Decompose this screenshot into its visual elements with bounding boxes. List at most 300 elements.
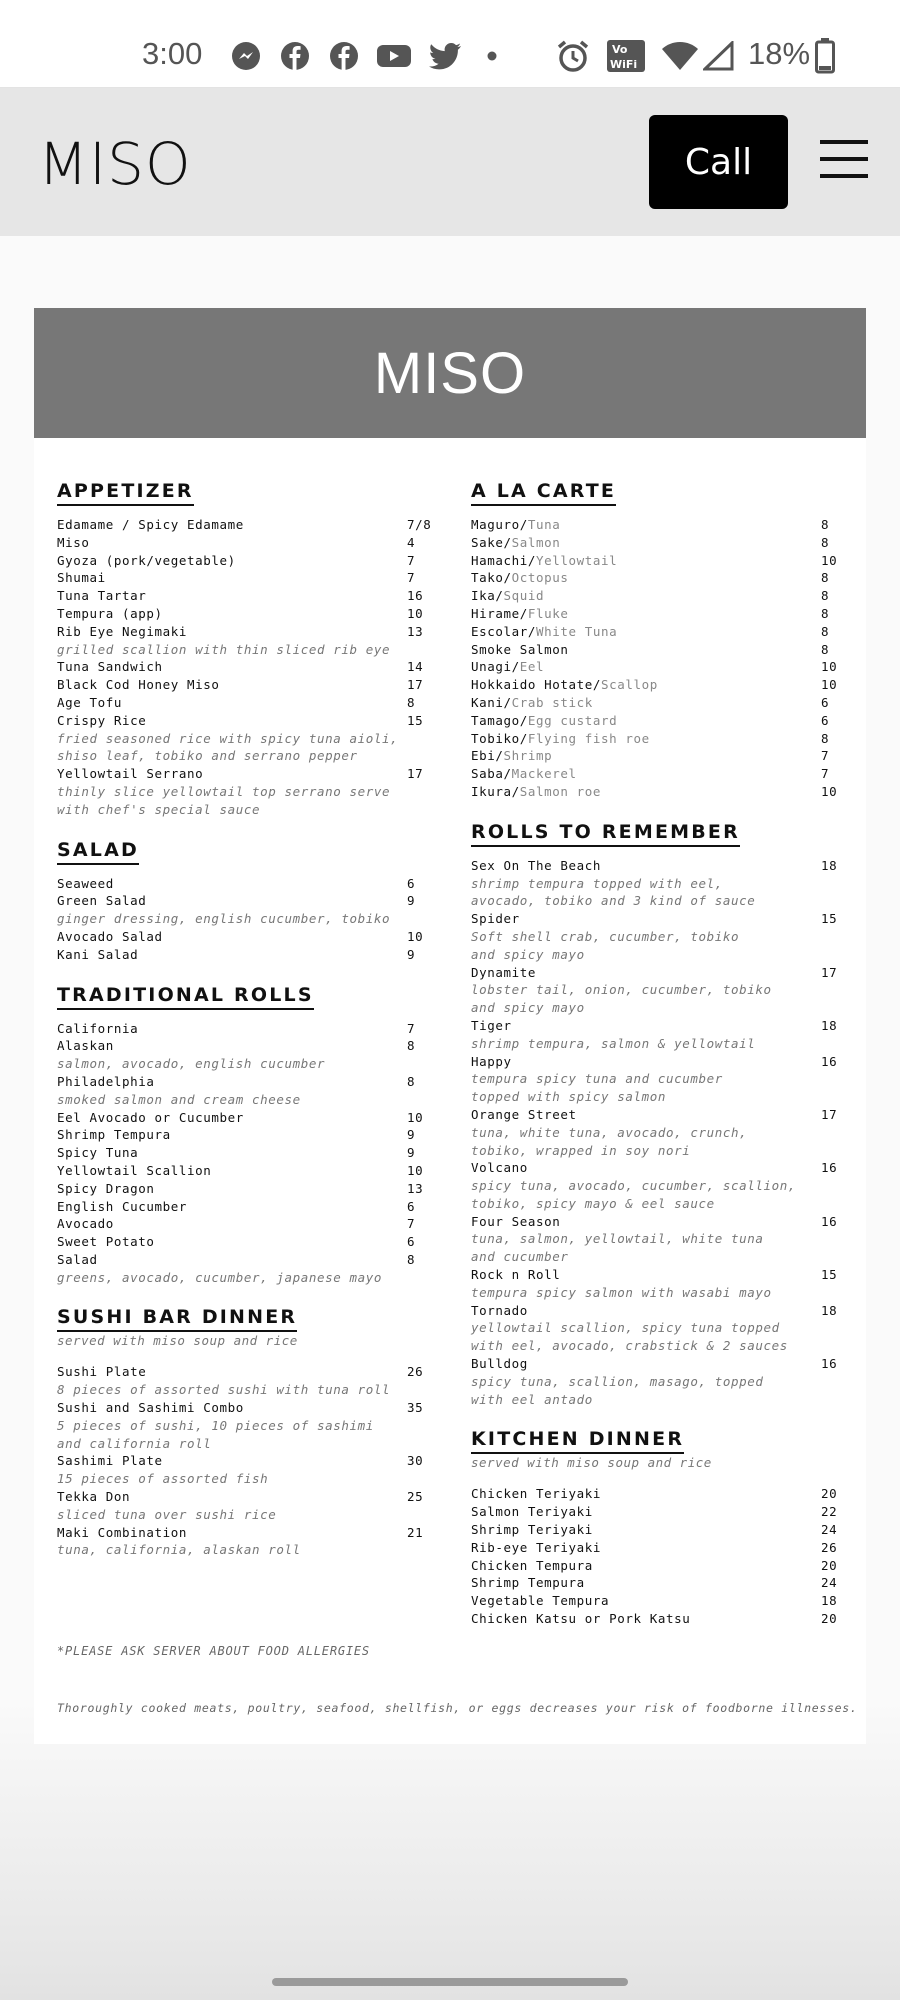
menu-item-price: 17: [821, 964, 838, 980]
menu-item-description: shrimp tempura topped with eel,: [471, 875, 723, 891]
menu-item: [57, 1453, 429, 1471]
menu-item-name: [471, 1540, 601, 1555]
menu-item-name: [471, 748, 552, 763]
menu-item: [471, 1018, 843, 1036]
menu-item-description: 15 pieces of assorted fish: [57, 1471, 269, 1487]
item-name-text: Sashimi Plate: [57, 1453, 163, 1469]
menu-item-price: 8: [407, 1073, 416, 1089]
section-subtitle: served with miso soup and rice: [57, 1333, 298, 1349]
menu-item-name: [471, 731, 650, 746]
menu-item: [471, 1611, 843, 1629]
menu-item-price: 6: [407, 1198, 416, 1214]
section-title: A LA CARTE: [471, 480, 616, 506]
menu-item-description: shrimp tempura, salmon & yellowtail: [471, 1035, 756, 1051]
menu-item-price: 7: [821, 766, 830, 782]
item-name-translation: Fluke: [527, 605, 569, 621]
signal-icon: [703, 41, 735, 71]
menu-item-price: 9: [407, 1127, 416, 1143]
menu-item-name: [471, 1575, 585, 1590]
menu-item-description: with eel antado: [471, 1391, 593, 1407]
menu-item-description: smoked salmon and cream cheese: [57, 1091, 301, 1107]
item-name-text: Ika/: [471, 588, 504, 604]
menu-item-price: 9: [407, 1145, 416, 1161]
item-name-text: Tuna Sandwich: [57, 659, 163, 675]
menu-item: [57, 1525, 429, 1543]
menu-item: [57, 893, 429, 911]
menu-item-price: 10: [407, 1109, 424, 1125]
section-title: SUSHI BAR DINNER: [57, 1306, 297, 1332]
item-name-text: Miso: [57, 534, 90, 550]
item-name-text: Avocado Salad: [57, 928, 163, 944]
menu-item-name: [57, 1145, 138, 1160]
menu-item-description: tuna, white tuna, avocado, crunch,: [471, 1124, 748, 1140]
menu-item-name: [57, 1110, 244, 1125]
menu-item: [471, 588, 843, 606]
item-name-text: Spider: [471, 911, 520, 927]
battery-percent: 18%: [748, 36, 811, 71]
item-name-text: Sex On The Beach: [471, 857, 602, 873]
menu-item-name: [471, 1522, 593, 1537]
menu-item-name: [57, 1163, 211, 1178]
item-name-translation: Mackerel: [511, 766, 577, 782]
menu-item-price: 10: [407, 1162, 424, 1178]
menu-item: [57, 677, 429, 695]
item-name-text: Sake/: [471, 534, 512, 550]
menu-item-description: spicy tuna, scallion, masago, topped: [471, 1373, 764, 1389]
menu-item: [57, 929, 429, 947]
menu-item-price: 18: [821, 1302, 838, 1318]
item-name-text: Tako/: [471, 570, 512, 586]
menu-item-price: 7/8: [407, 517, 432, 532]
menu-item-name: [471, 1486, 601, 1501]
item-name-text: Alaskan: [57, 1038, 114, 1054]
menu-item: [471, 570, 843, 588]
menu-item-name: [57, 1074, 155, 1089]
svg-text:WiFi: WiFi: [610, 58, 638, 71]
vowifi-icon: [607, 40, 645, 72]
menu-item-price: 16: [407, 588, 424, 604]
item-name-text: Kani Salad: [57, 946, 139, 962]
menu-item: [471, 1054, 843, 1072]
menu-item: [471, 553, 843, 571]
section-salad: [57, 839, 429, 965]
menu-item-price: 10: [821, 659, 838, 675]
menu-item-name: [57, 517, 244, 532]
menu-item-name: [57, 1021, 138, 1036]
menu-item-name: [57, 1453, 163, 1468]
menu-item-price: 8: [821, 730, 830, 746]
menu-item-price: 17: [407, 677, 424, 693]
item-name-translation: White Tuna: [536, 623, 618, 639]
menu-item-price: 25: [407, 1489, 424, 1505]
menu-item: [57, 1074, 429, 1092]
menu-item-price: 15: [407, 712, 424, 728]
menu-item-price: 20: [821, 1557, 838, 1573]
menu-item: [57, 1021, 429, 1039]
menu-item: [471, 677, 843, 695]
dot-icon: [486, 41, 498, 71]
menu-item-description: spicy tuna, avocado, cucumber, scallion,: [471, 1178, 797, 1194]
menu-item-name: [57, 1525, 187, 1540]
menu-item: [471, 748, 843, 766]
menu-item-name: [57, 1489, 130, 1504]
menu-item-name: [471, 911, 520, 926]
item-name-text: Sushi and Sashimi Combo: [57, 1400, 244, 1416]
menu-item-price: 10: [407, 928, 424, 944]
menu-item-name: [471, 695, 593, 710]
section-traditional-rolls: [57, 984, 429, 1288]
menu-item-name: [471, 535, 560, 550]
menu-item: [57, 553, 429, 571]
menu-item-name: [471, 965, 536, 980]
menu-item-description: 5 pieces of sushi, 10 pieces of sashimi: [57, 1417, 374, 1433]
menu-item-name: [471, 553, 617, 568]
menu-item-name: [471, 1558, 593, 1573]
menu-item-price: 8: [407, 1038, 416, 1054]
item-name-text: Ebi/: [471, 748, 504, 764]
menu-item-price: 15: [821, 1267, 838, 1283]
item-name-text: Kani/: [471, 694, 512, 710]
menu-item-name: [57, 876, 114, 891]
menu-item-price: 8: [821, 605, 830, 621]
menu-item-price: 13: [407, 623, 424, 639]
menu-item-description: and spicy mayo: [471, 1000, 585, 1016]
menu-item-price: 30: [407, 1453, 424, 1469]
menu-item: [57, 766, 429, 784]
menu-item-name: [57, 1199, 187, 1214]
menu-item-price: 8: [821, 641, 830, 657]
menu-item-price: 7: [407, 1020, 416, 1036]
item-name-text: Sushi Plate: [57, 1364, 147, 1380]
menu-item-description: and spicy mayo: [471, 946, 585, 962]
status-bar: [0, 0, 900, 88]
menu-item-price: 8: [821, 588, 830, 604]
battery-icon: [815, 38, 835, 74]
menu-item: [471, 535, 843, 553]
menu-item: [471, 1356, 843, 1374]
menu-item-price: 7: [407, 570, 416, 586]
section-kitchen-dinner: [471, 1428, 843, 1628]
section-a-la-carte: [471, 480, 843, 802]
menu-bar: [820, 140, 868, 144]
section-title: TRADITIONAL ROLLS: [57, 984, 314, 1010]
menu-item-name: [57, 1234, 155, 1249]
menu-item-name: [471, 1214, 560, 1229]
menu-item-description: and cucumber: [471, 1249, 569, 1265]
item-name-text: Green Salad: [57, 893, 147, 909]
menu-item-name: [471, 1267, 560, 1282]
item-name-translation: Tuna: [527, 517, 561, 532]
item-name-text: Unagi/: [471, 659, 520, 675]
menu-item: [57, 1400, 429, 1418]
facebook-icon: [280, 41, 310, 71]
item-name-text: Volcano: [471, 1160, 528, 1176]
hamburger-menu-icon[interactable]: [820, 140, 868, 180]
menu-item: [57, 947, 429, 965]
menu-item-price: 7: [407, 1216, 416, 1232]
menu-item: [471, 1575, 843, 1593]
menu-item-description: greens, avocado, cucumber, japanese mayo: [57, 1269, 383, 1285]
item-name-text: Tuna Tartar: [57, 588, 147, 604]
menu-item-price: 35: [407, 1400, 424, 1416]
menu-item: [57, 1489, 429, 1507]
menu-item-price: 22: [821, 1504, 838, 1520]
menu-item-description: grilled scallion with thin sliced rib eye: [57, 641, 391, 657]
menu-item-description: salmon, avocado, english cucumber: [57, 1056, 326, 1072]
menu-item-description: tobiko, spicy mayo & eel sauce: [471, 1195, 715, 1211]
menu-item: [471, 517, 843, 535]
menu-item: [57, 517, 432, 535]
menu-item: [471, 1504, 843, 1522]
item-name-text: Maki Combination: [57, 1524, 188, 1540]
facebook-icon: [329, 41, 359, 71]
item-name-text: Spicy Dragon: [57, 1180, 155, 1196]
item-name-text: Ikura/: [471, 783, 520, 799]
menu-item-price: 26: [821, 1539, 838, 1555]
menu-item: [57, 1199, 429, 1217]
menu-item: [471, 1214, 843, 1232]
menu-item-name: [57, 606, 163, 621]
menu-item-description: tuna, california, alaskan roll: [57, 1542, 301, 1558]
menu-item-name: [57, 1364, 146, 1379]
item-name-translation: Flying fish roe: [527, 730, 650, 746]
menu-item-description: tempura spicy tuna and cucumber: [471, 1071, 723, 1087]
wifi-icon: [661, 41, 699, 71]
menu-item-price: 21: [407, 1524, 424, 1540]
menu-item-name: [57, 553, 236, 568]
menu-item-price: 4: [407, 534, 416, 550]
menu-item-name: [471, 517, 560, 532]
youtube-icon: [376, 41, 412, 71]
menu-item-name: [57, 1181, 155, 1196]
menu-item: [57, 1163, 429, 1181]
menu-item-description: and california roll: [57, 1435, 212, 1451]
item-name-text: Hamachi/: [471, 552, 537, 568]
item-name-translation: Squid: [503, 588, 545, 604]
alarm-icon: [556, 39, 590, 73]
menu-item-name: [471, 766, 577, 781]
menu-item-name: [57, 929, 163, 944]
menu-item: [57, 1364, 429, 1382]
item-name-text: Bulldog: [471, 1356, 528, 1372]
section-subtitle: served with miso soup and rice: [471, 1455, 712, 1471]
menu-item-name: [471, 1303, 528, 1318]
item-name-text: Orange Street: [471, 1106, 577, 1122]
item-name-text: Shrimp Tempura: [57, 1127, 171, 1143]
menu-item: [471, 766, 843, 784]
menu-item: [57, 1127, 429, 1145]
menu-item-name: [471, 1107, 577, 1122]
menu-item-price: 9: [407, 893, 416, 909]
menu-item: [57, 1252, 429, 1270]
item-name-text: Chicken Tempura: [471, 1557, 593, 1573]
menu-item-description: tuna, salmon, yellowtail, white tuna: [471, 1231, 764, 1247]
menu-item-name: [57, 1400, 244, 1415]
menu-item-description: tobiko, wrapped in soy nori: [471, 1142, 691, 1158]
item-name-text: Age Tofu: [57, 694, 123, 710]
status-time: 3:00: [142, 36, 203, 71]
item-name-text: Sweet Potato: [57, 1234, 155, 1250]
item-name-text: Chicken Katsu or Pork Katsu: [471, 1611, 691, 1627]
menu-item-name: [471, 713, 617, 728]
menu-item-name: [471, 588, 544, 603]
menu-item: [471, 713, 843, 731]
menu-item-name: [471, 659, 544, 674]
menu-item-price: 7: [407, 552, 416, 568]
menu-item: [471, 606, 843, 624]
menu-item: [57, 535, 429, 553]
menu-item: [57, 624, 429, 642]
item-name-translation: Yellowtail: [536, 552, 618, 568]
menu-item-description: topped with spicy salmon: [471, 1089, 667, 1105]
menu-item: [471, 695, 843, 713]
menu-item-price: 8: [821, 534, 830, 550]
menu-item: [57, 1181, 429, 1199]
menu-item-name: [57, 695, 122, 710]
menu-item: [471, 1522, 843, 1540]
item-name-text: Rib Eye Negimaki: [57, 623, 188, 639]
menu-item: [57, 695, 429, 713]
item-name-text: Avocado: [57, 1216, 114, 1232]
item-name-translation: Egg custard: [527, 712, 618, 728]
menu-item-name: [471, 1593, 609, 1608]
menu-item-name: [57, 677, 220, 692]
menu-column-right: [471, 480, 843, 1629]
menu-item-name: [57, 588, 146, 603]
item-name-text: Edamame / Spicy Edamame: [57, 517, 244, 532]
section-title: APPETIZER: [57, 480, 194, 506]
section-sushi-bar-dinner: [57, 1306, 429, 1560]
item-name-translation: Octopus: [511, 570, 569, 586]
item-name-text: Smoke Salmon: [471, 641, 569, 657]
menu-item-price: 10: [407, 605, 424, 621]
section-title: ROLLS TO REMEMBER: [471, 821, 740, 847]
item-name-text: Eel Avocado or Cucumber: [57, 1109, 244, 1125]
menu-item-name: [57, 1127, 171, 1142]
menu-item-price: 18: [821, 857, 838, 873]
menu-item: [57, 1038, 429, 1056]
menu-item-price: 7: [821, 748, 830, 764]
item-name-text: Rib-eye Teriyaki: [471, 1539, 602, 1555]
menu-item-description: yellowtail scallion, spicy tuna topped: [471, 1320, 780, 1336]
menu-item-price: 13: [407, 1180, 424, 1196]
menu-item-price: 15: [821, 911, 838, 927]
menu-item-price: 20: [821, 1486, 838, 1502]
menu-item-price: 20: [821, 1611, 838, 1627]
menu-item-name: [471, 570, 569, 585]
menu-item: [471, 965, 843, 983]
menu-item: [57, 606, 429, 624]
menu-item-price: 10: [821, 552, 838, 568]
item-name-text: Hirame/: [471, 605, 528, 621]
menu-item-name: [471, 624, 617, 639]
menu-item-name: [57, 893, 146, 908]
menu-item-price: 8: [407, 1251, 416, 1267]
menu-item-name: [471, 1054, 512, 1069]
item-name-text: Yellowtail Scallion: [57, 1162, 212, 1178]
menu-item: [471, 642, 843, 660]
menu-item: [471, 1160, 843, 1178]
item-name-text: Salmon Teriyaki: [471, 1504, 593, 1520]
menu-item-name: [57, 766, 203, 781]
item-name-text: Spicy Tuna: [57, 1145, 139, 1161]
menu-banner: MISO: [34, 308, 866, 438]
menu-item: [57, 1145, 429, 1163]
menu-item-name: [471, 858, 601, 873]
item-name-text: Salad: [57, 1251, 98, 1267]
menu-item-description: 8 pieces of assorted sushi with tuna roll: [57, 1382, 391, 1398]
brand-logo[interactable]: MISO: [38, 130, 192, 198]
menu-item: [57, 659, 429, 677]
menu-item-name: [57, 535, 90, 550]
gesture-home-bar[interactable]: [272, 1978, 628, 1986]
menu-item-description: Soft shell crab, cucumber, tobiko: [471, 928, 740, 944]
item-name-translation: Eel: [519, 659, 545, 675]
section-title: SALAD: [57, 839, 139, 865]
section-appetizer: [57, 480, 432, 820]
item-name-text: English Cucumber: [57, 1198, 188, 1214]
item-name-text: Shrimp Teriyaki: [471, 1522, 593, 1538]
menu-item-name: [471, 1160, 528, 1175]
food-safety-footnote: Thoroughly cooked meats, poultry, seafood, shellfish, or eggs decreases your risk of foodborne illnesses.: [57, 1701, 858, 1715]
menu-item: [471, 911, 843, 929]
menu-item-description: ginger dressing, english cucumber, tobiko: [57, 911, 391, 927]
menu-item: [57, 876, 429, 894]
item-name-text: Tamago/: [471, 712, 528, 728]
item-name-text: Happy: [471, 1053, 512, 1069]
site-header: [0, 88, 900, 236]
menu-item: [471, 1303, 843, 1321]
menu-item-price: 16: [821, 1053, 838, 1069]
menu-item-description: fried seasoned rice with spicy tuna aioli,: [57, 730, 399, 746]
menu-item-name: [57, 624, 187, 639]
item-name-text: Escolar/: [471, 623, 537, 639]
menu-item-name: [57, 947, 138, 962]
item-name-text: Tempura (app): [57, 605, 163, 621]
menu-item-price: 9: [407, 946, 416, 962]
menu-item-description: thinly slice yellowtail top serrano serve: [57, 783, 391, 799]
item-name-text: Gyoza (pork/vegetable): [57, 552, 236, 568]
menu-item-name: [471, 677, 658, 692]
menu-item: [471, 624, 843, 642]
item-name-translation: Scallop: [601, 677, 658, 693]
menu-item-price: 8: [407, 694, 416, 710]
menu-item-price: 8: [821, 517, 830, 532]
menu-item-price: 16: [821, 1356, 838, 1372]
item-name-text: Tornado: [471, 1302, 528, 1318]
menu-item-price: 16: [821, 1213, 838, 1229]
menu-item-description: tempura spicy salmon with wasabi mayo: [471, 1284, 772, 1300]
item-name-translation: Salmon: [511, 534, 561, 550]
menu-item-price: 17: [821, 1106, 838, 1122]
menu-item-name: [471, 1356, 528, 1371]
menu-item-price: 8: [821, 623, 830, 639]
menu-item-name: [471, 1504, 593, 1519]
item-name-text: Dynamite: [471, 964, 537, 980]
menu-item-price: 24: [821, 1522, 838, 1538]
menu-item-price: 18: [821, 1593, 838, 1609]
menu-item: [57, 713, 429, 731]
call-button[interactable]: Call: [649, 115, 788, 209]
menu-item-price: 6: [821, 712, 830, 728]
menu-column-left: [57, 480, 432, 1560]
menu-item-description: with eel, avocado, crabstick & 2 sauces: [471, 1338, 788, 1354]
menu-image: [34, 308, 866, 1744]
messenger-icon: [231, 41, 261, 71]
item-name-text: Vegetable Tempura: [471, 1593, 610, 1609]
menu-item: [471, 731, 843, 749]
item-name-text: Four Season: [471, 1213, 561, 1229]
